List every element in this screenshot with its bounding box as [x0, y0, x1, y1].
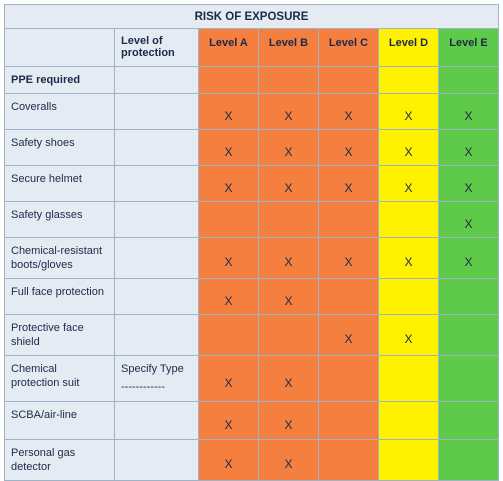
protection-cell [115, 202, 199, 238]
x-mark: X [344, 255, 353, 269]
protection-cell [115, 402, 199, 440]
level-mark-cell [199, 130, 259, 166]
level-mark-cell [259, 440, 319, 481]
table-row [5, 440, 499, 481]
level-mark-cell [439, 130, 499, 166]
protection-cell [115, 315, 199, 356]
protection-cell [115, 279, 199, 315]
ppe-required-label: PPE required [5, 67, 115, 94]
level-mark-cell [259, 130, 319, 166]
ppe-item-label: Protective face shield [5, 315, 115, 356]
x-mark: X [344, 144, 353, 159]
x-mark: X [464, 108, 473, 123]
level-of-protection-header: Level of protection [115, 29, 199, 67]
level-mark-cell [379, 356, 439, 402]
level-mark-cell [439, 94, 499, 130]
subheader-level-cell [379, 67, 439, 94]
level-mark-cell [379, 130, 439, 166]
table-title: RISK OF EXPOSURE [5, 5, 499, 29]
protection-cell [115, 440, 199, 481]
table-row [5, 130, 499, 166]
level-mark-cell [319, 279, 379, 315]
table-row [5, 238, 499, 279]
x-mark: X [224, 108, 233, 123]
level-mark-cell [379, 402, 439, 440]
protection-cell [115, 238, 199, 279]
level-mark-cell [439, 166, 499, 202]
x-mark: X [344, 180, 353, 195]
x-mark: X [284, 457, 293, 471]
table-row [5, 356, 499, 402]
protection-cell [115, 67, 199, 94]
x-mark: X [284, 180, 293, 195]
level-mark-cell [199, 440, 259, 481]
x-mark: X [404, 332, 413, 346]
level-mark-cell [259, 94, 319, 130]
level-mark-cell [319, 440, 379, 481]
level-mark-cell [199, 279, 259, 315]
level-mark-cell [199, 94, 259, 130]
protection-cell [115, 94, 199, 130]
x-mark: X [284, 293, 293, 308]
x-mark: X [224, 293, 233, 308]
level-mark-cell [439, 356, 499, 402]
subheader-level-cell [259, 67, 319, 94]
level-mark-cell [319, 202, 379, 238]
x-mark: X [224, 180, 233, 195]
level-mark-cell [379, 238, 439, 279]
x-mark: X [464, 180, 473, 195]
x-mark: X [284, 108, 293, 123]
level-mark-cell [259, 402, 319, 440]
level-mark-cell [259, 279, 319, 315]
level-mark-cell [379, 202, 439, 238]
protection-cell [115, 356, 199, 402]
level-mark-cell [199, 356, 259, 402]
ppe-item-label: SCBA/air-line [5, 402, 115, 440]
x-mark: X [284, 144, 293, 159]
protection-cell [115, 166, 199, 202]
level-mark-cell [199, 166, 259, 202]
table-row [5, 94, 499, 130]
ppe-table [4, 4, 499, 481]
protection-cell [115, 130, 199, 166]
x-mark: X [284, 375, 293, 390]
level-mark-cell [379, 440, 439, 481]
x-mark: X [344, 108, 353, 123]
level-mark-cell [319, 130, 379, 166]
table-row [5, 315, 499, 356]
level-mark-cell [319, 238, 379, 279]
x-mark: X [404, 108, 413, 123]
level-header-d: Level D [379, 29, 439, 67]
level-mark-cell [199, 315, 259, 356]
table-row [5, 202, 499, 238]
level-mark-cell [439, 315, 499, 356]
level-mark-cell [319, 166, 379, 202]
level-header-a: Level A [199, 29, 259, 67]
level-mark-cell [439, 238, 499, 279]
table-row [5, 402, 499, 440]
level-header-e: Level E [439, 29, 499, 67]
level-mark-cell [259, 356, 319, 402]
header-empty-cell [5, 29, 115, 67]
x-mark: X [344, 332, 353, 346]
ppe-item-label: Safety shoes [5, 130, 115, 166]
level-mark-cell [439, 202, 499, 238]
level-mark-cell [439, 279, 499, 315]
subheader-level-cell [439, 67, 499, 94]
level-mark-cell [259, 238, 319, 279]
level-mark-cell [199, 402, 259, 440]
x-mark: X [404, 144, 413, 159]
level-mark-cell [379, 279, 439, 315]
x-mark: X [224, 375, 233, 390]
ppe-item-label: Chemical protection suit [5, 356, 115, 402]
ppe-item-label: Coveralls [5, 94, 115, 130]
ppe-item-label: Safety glasses [5, 202, 115, 238]
level-mark-cell [259, 315, 319, 356]
ppe-item-label: Full face protection [5, 279, 115, 315]
ppe-item-label: Chemical-resistant boots/gloves [5, 238, 115, 279]
level-mark-cell [259, 166, 319, 202]
x-mark: X [404, 255, 413, 269]
level-header-c: Level C [319, 29, 379, 67]
level-mark-cell [199, 238, 259, 279]
x-mark: X [464, 144, 473, 159]
ppe-item-label: Secure helmet [5, 166, 115, 202]
level-mark-cell [199, 202, 259, 238]
x-mark: X [464, 255, 473, 269]
x-mark: X [404, 180, 413, 195]
level-mark-cell [319, 94, 379, 130]
table-row [5, 279, 499, 315]
x-mark: X [224, 144, 233, 159]
level-mark-cell [379, 166, 439, 202]
x-mark: X [284, 255, 293, 269]
table-row [5, 166, 499, 202]
x-mark: X [224, 255, 233, 269]
level-mark-cell [319, 315, 379, 356]
level-mark-cell [319, 356, 379, 402]
protection-type-blank-line: ------------ [121, 381, 165, 393]
level-mark-cell [259, 202, 319, 238]
subheader-level-cell [199, 67, 259, 94]
x-mark: X [284, 417, 293, 432]
level-mark-cell [319, 402, 379, 440]
level-mark-cell [439, 440, 499, 481]
x-mark: X [224, 457, 233, 471]
level-mark-cell [439, 402, 499, 440]
ppe-item-label: Personal gas detector [5, 440, 115, 481]
subheader-level-cell [319, 67, 379, 94]
level-header-b: Level B [259, 29, 319, 67]
x-mark: X [464, 216, 473, 231]
protection-type-text: Specify Type [121, 363, 184, 375]
level-mark-cell [379, 315, 439, 356]
x-mark: X [224, 417, 233, 432]
level-mark-cell [379, 94, 439, 130]
